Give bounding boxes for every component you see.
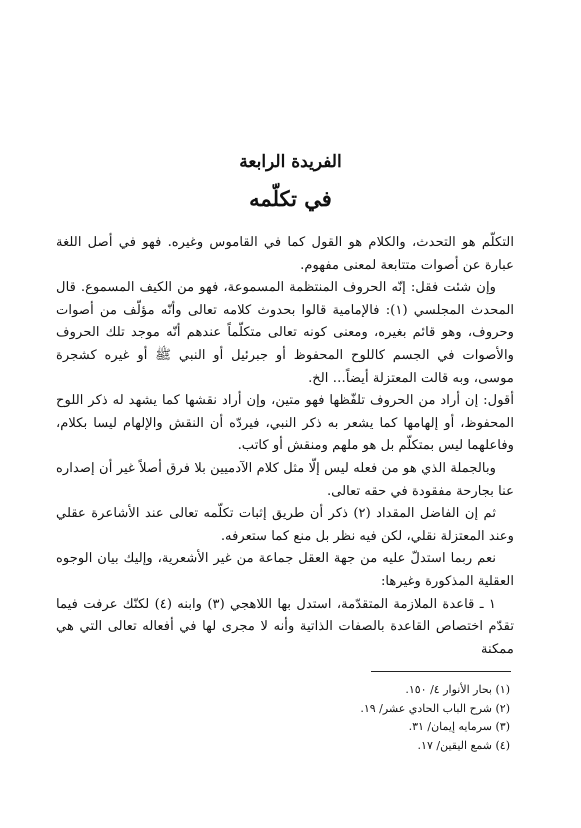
paragraph-6: نعم ربما استدلّ عليه من جهة العقل جماعة من غير الأشعرية، وإليك بيان الوجوه العقلية المذكورة وغيرها: (56, 551, 514, 589)
footnote-divider (371, 671, 511, 672)
footnote-4: (٤) شمع اليقين/ ١٧. (417, 738, 510, 752)
chapter-subtitle: في تكلّمه (249, 186, 332, 211)
main-text (56, 232, 514, 661)
footnote-2: (٢) شرح الباب الحادي عشر/ ١٩. (360, 701, 510, 715)
footnote-3: (٣) سرمايه إيمان/ ٣١. (408, 720, 510, 734)
footnotes (56, 681, 510, 755)
footnote-1: (١) بحار الأنوار ٤/ ١٥٠. (405, 683, 510, 696)
paragraph-4: وبالجملة الذي هو من فعله ليس إلّا مثل كلام الآدميين بلا فرق أصلاً غير أن إصداره عنا بجارحة مفقودة في حقه تعالى. (56, 460, 514, 499)
paragraph-7: ١ ـ قاعدة الملازمة المتقدّمة، استدل بها اللاهجي (٣) وابنه (٤) لكنّك عرفت فيما تقدّم اختصاص القاعدة بالصفات الذاتية وأنه لا مجرى لها في أفعاله تعالى التي هي ممكنة (56, 596, 514, 657)
chapter-title: الفريدة الرابعة (239, 152, 342, 172)
paragraph-1: التكلّم هو التحدث، والكلام هو القول كما في القاموس وغيره. فهو في أصل اللغة عبارة عن أصوات متتابعة لمعنى مفهوم. (56, 235, 514, 273)
paragraph-5: ثم إن الفاضل المقداد (٢) ذكر أن طريق إثبات تكلّمه تعالى عند الأشاعرة عقلي وعند المعتزلة نقلي، لكن فيه نظر بل منع كما ستعرفه. (56, 506, 514, 544)
paragraph-2: وإن شئت فقل: إنّه الحروف المنتظمة المسموعة، فهو من الكيف المسموع. قال المحدث المجلسي (١): فالإمامية قالوا بحدوث كلامه تعالى وأنّه مؤلّف من أصوات وحروف، وهو قائم بغيره، ومعنى كونه تعالى متكلّماً عندهم أنّه موجد تلك الحروف والأصوات في الجسم كاللوح المحفوظ أو جبرئيل أو النبي ﷺ أو غيره كشجرة موسى، وبه قالت المعتزلة أيضاً… الخ. (56, 280, 515, 386)
paragraph-3: أقول: إن أراد من الحروف تلفّظها فهو متين، وإن أراد نقشها كما يشهد له ذكر اللوح المحفوظ، أو إلهامها كما يشعر به ذكر النبي، فيردّه أن النقش والإلهام ليسا بكلام، وفاعلهما ليس بمتكلّم بل هو ملهم ومنقش أو كاتب. (56, 393, 514, 454)
